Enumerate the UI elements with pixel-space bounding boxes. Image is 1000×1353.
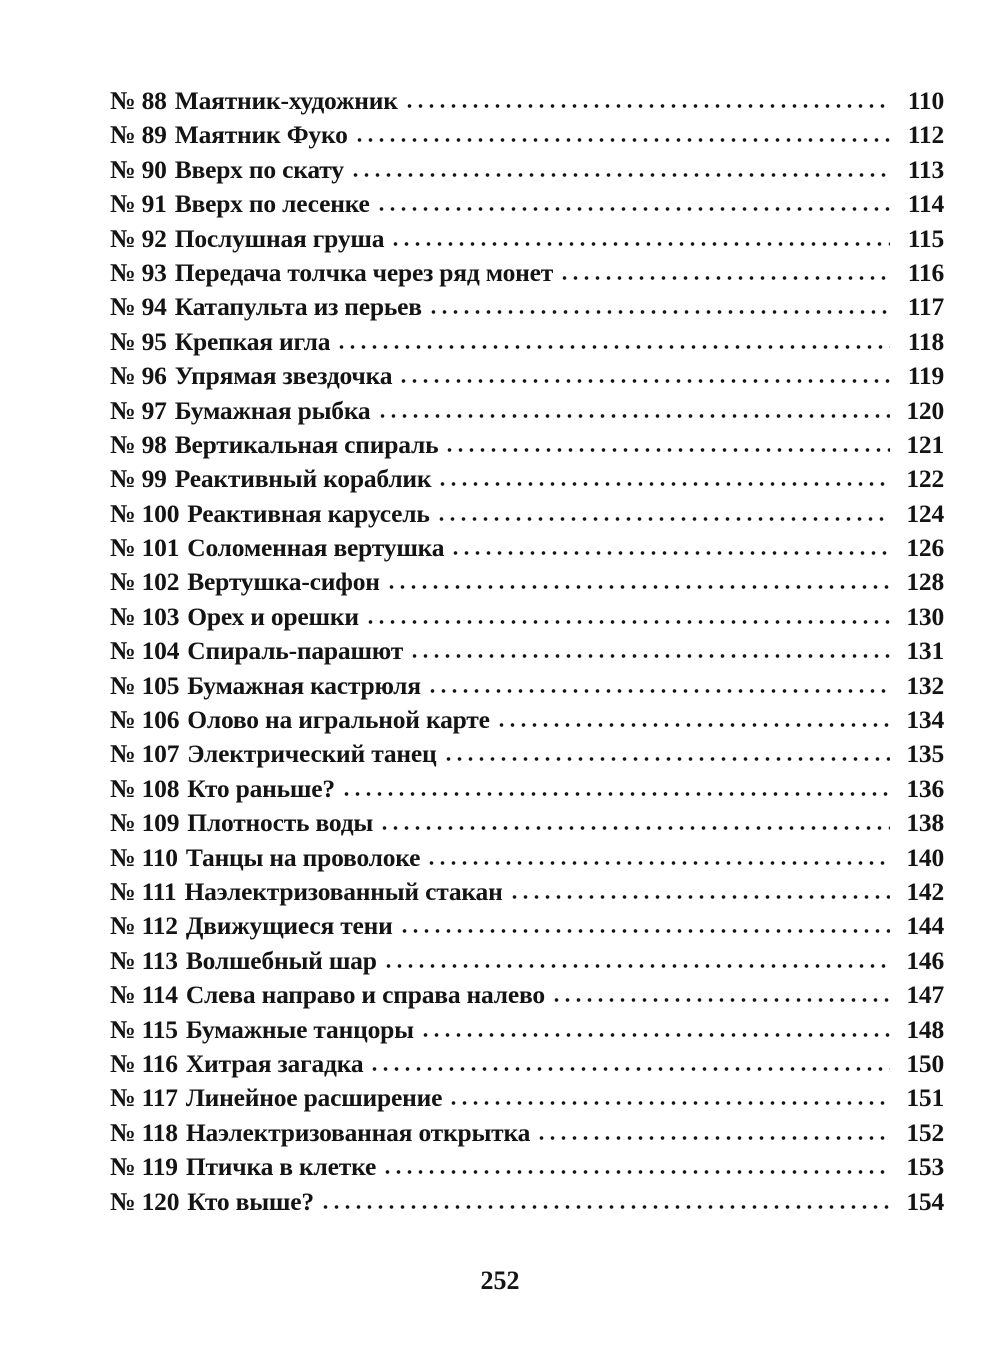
entry-number: № 96 [110,361,167,391]
entry-page: 128 [906,567,944,597]
entry-title: Линейное расширение [185,1083,443,1113]
entry-number: № 119 [110,1152,178,1182]
entry-number: № 114 [110,980,178,1010]
dot-leader [390,241,890,247]
entry-page: 122 [906,464,944,494]
toc-entry [110,120,944,154]
entry-number: № 103 [110,601,180,631]
toc-entry [110,1187,944,1221]
entry-page: 114 [907,189,944,219]
toc-entry [110,1083,944,1117]
dot-leader [559,275,890,281]
toc-entry [110,1118,944,1152]
entry-page: 126 [906,533,944,563]
toc-entry [110,189,944,223]
toc-entry [110,739,944,773]
dot-leader [420,1032,890,1038]
toc-entry [110,155,944,189]
entry-page: 151 [906,1083,944,1113]
entry-page: 153 [906,1152,944,1182]
dot-leader [320,1204,890,1210]
toc-entry [110,430,944,464]
entry-number: № 112 [110,911,178,941]
dot-leader [382,1169,890,1175]
dot-leader [448,1100,890,1106]
toc-entry [110,1015,944,1049]
entry-title: Слева направо и справа налево [185,980,545,1010]
entry-number: № 99 [110,464,167,494]
entry-number: № 117 [110,1083,178,1113]
toc-entry [110,636,944,670]
entry-title: Бумажные танцоры [185,1014,414,1044]
entry-title: Бумажная рыбка [174,395,371,425]
entry-page: 140 [906,842,944,872]
entry-page: 144 [906,911,944,941]
entry-title: Вверх по лесенке [174,189,370,219]
entry-number: № 120 [110,1186,180,1216]
entry-number: № 94 [110,292,167,322]
dot-leader [365,619,890,625]
entry-number: № 118 [110,1117,178,1147]
entry-title: Движущиеся тени [185,911,393,941]
entry-page: 110 [907,86,944,115]
toc-entry [110,533,944,567]
entry-page: 121 [906,429,944,459]
dot-leader [443,756,890,762]
entry-page: 135 [906,739,944,769]
toc-entry [110,361,944,395]
entry-page: 148 [906,1014,944,1044]
toc-entry [110,86,944,120]
entry-number: № 111 [110,876,177,906]
entry-number: № 110 [110,842,178,872]
entry-title: Бумажная кастрюля [187,670,421,700]
entry-page: 138 [906,808,944,838]
entry-number: № 107 [110,739,180,769]
dot-leader [404,103,890,109]
dot-leader [450,550,890,556]
dot-leader [551,997,890,1003]
toc-entry [110,774,944,808]
dot-leader [496,722,890,728]
toc-entry [110,327,944,361]
entry-title: Вертикальная спираль [174,429,439,459]
entry-title: Танцы на проволоке [185,842,421,872]
toc-entry [110,1049,944,1083]
toc-entry [110,499,944,533]
toc-entry [110,946,944,980]
entry-title: Вверх по скату [174,154,344,184]
entry-title: Упрямая звездочка [174,361,393,391]
dot-leader [341,791,890,797]
dot-leader [383,963,890,969]
entry-title: Крепкая игла [174,326,331,356]
dot-leader [409,653,890,659]
entry-number: № 91 [110,189,167,219]
dot-leader [509,894,890,900]
toc-entry [110,602,944,636]
dot-leader [336,344,890,350]
toc-entry [110,464,944,498]
toc-entry [110,877,944,911]
dot-leader [426,860,890,866]
entry-title: Реактивная карусель [187,498,430,528]
entry-title: Передача толчка через ряд монет [174,257,554,287]
entry-number: № 92 [110,223,167,253]
entry-number: № 90 [110,154,167,184]
entry-title: Волшебный шар [185,945,377,975]
dot-leader [437,481,890,487]
entry-number: № 100 [110,498,180,528]
entry-page: 130 [906,601,944,631]
entry-page: 131 [906,636,944,666]
toc-entry [110,567,944,601]
entry-title: Электрический танец [187,739,437,769]
dot-leader [354,137,890,143]
entry-title: Вертушка-сифон [187,567,380,597]
entry-page: 115 [907,223,944,253]
entry-page: 154 [906,1186,944,1216]
entry-title: Наэлектризованная открытка [185,1117,531,1147]
entry-page: 147 [906,980,944,1010]
entry-page: 112 [907,120,944,150]
entry-page: 120 [906,395,944,425]
entry-number: № 108 [110,773,180,803]
entry-title: Орех и орешки [187,601,359,631]
entry-page: 150 [906,1048,944,1078]
dot-leader [428,309,890,315]
entry-number: № 88 [110,86,167,115]
toc-entry [110,396,944,430]
entry-page: 142 [906,876,944,906]
entry-page: 119 [907,361,944,391]
entry-number: № 93 [110,257,167,287]
entry-number: № 89 [110,120,167,150]
entry-number: № 106 [110,705,180,735]
entry-number: № 97 [110,395,167,425]
entry-page: 132 [906,670,944,700]
toc-entry [110,224,944,258]
entry-page: 124 [906,498,944,528]
entry-number: № 104 [110,636,180,666]
entry-number: № 102 [110,567,180,597]
dot-leader [427,688,890,694]
entry-number: № 101 [110,533,180,563]
toc-entry [110,911,944,945]
dot-leader [350,172,890,178]
toc-entry [110,843,944,877]
dot-leader [376,206,890,212]
toc-entry [110,980,944,1014]
entry-title: Маятник Фуко [174,120,348,150]
toc-entry [110,258,944,292]
entry-title: Кто раньше? [187,773,335,803]
entry-page: 146 [906,945,944,975]
table-of-contents [110,86,944,1221]
entry-page: 113 [907,154,944,184]
entry-number: № 105 [110,670,180,700]
page-number: 252 [480,1266,520,1295]
toc-entry [110,1152,944,1186]
entry-page: 118 [907,326,944,356]
entry-number: № 116 [110,1048,178,1078]
entry-title: Катапульта из перьев [174,292,422,322]
dot-leader [379,825,890,831]
entry-title: Соломенная вертушка [187,533,445,563]
entry-title: Плотность воды [187,808,374,838]
toc-entry [110,671,944,705]
toc-entry [110,705,944,739]
dot-leader [369,1066,890,1072]
toc-entry [110,292,944,326]
entry-title: Кто выше? [187,1186,314,1216]
entry-number: № 109 [110,808,180,838]
entry-page: 152 [906,1117,944,1147]
dot-leader [444,447,890,453]
dot-leader [536,1135,890,1141]
entry-title: Спираль-парашют [187,636,404,666]
entry-title: Птичка в клетке [185,1152,377,1182]
dot-leader [398,378,890,384]
entry-title: Олово на игральной карте [187,705,490,735]
entry-page: 134 [906,705,944,735]
entry-title: Маятник-художник [174,86,398,115]
entry-title: Реактивный кораблик [174,464,432,494]
dot-leader [377,413,891,419]
toc-entry [110,808,944,842]
entry-number: № 98 [110,429,167,459]
entry-number: № 115 [110,1014,178,1044]
dot-leader [399,928,890,934]
entry-title: Наэлектризованный стакан [184,876,503,906]
entry-title: Хитрая загадка [185,1048,364,1078]
entry-page: 117 [907,292,944,322]
dot-leader [436,516,890,522]
entry-number: № 95 [110,326,167,356]
entry-page: 116 [907,257,944,287]
entry-title: Послушная груша [174,223,385,253]
entry-page: 136 [906,773,944,803]
entry-number: № 113 [110,945,178,975]
dot-leader [386,584,890,590]
